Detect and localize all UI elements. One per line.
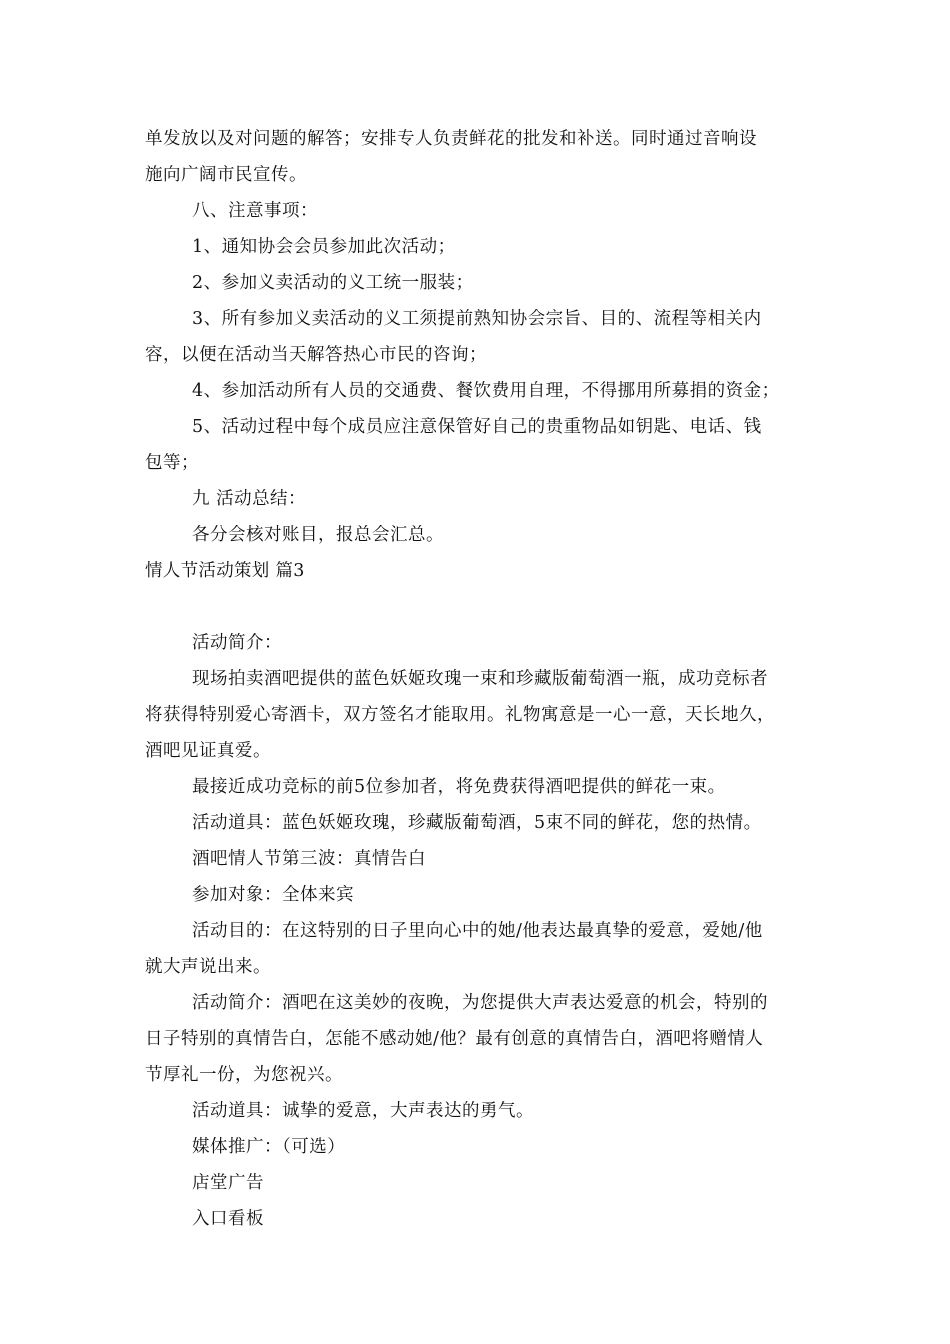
paragraph-line: 活动道具：蓝色妖姬玫瑰，珍藏版葡萄酒，5束不同的鲜花，您的热情。 [192, 813, 762, 833]
paragraph-line: 容，以便在活动当天解答热心市民的咨询； [145, 345, 487, 365]
paragraph-line: 1、通知协会会员参加此次活动； [192, 237, 456, 257]
paragraph-line: 将获得特别爱心寄酒卡，双方签名才能取用。礼物寓意是一心一意，天长地久， [145, 705, 775, 725]
paragraph-line: 店堂广告 [192, 1173, 264, 1193]
section-heading: 情人节活动策划 篇3 [145, 561, 305, 581]
paragraph-line: 包等； [145, 453, 199, 473]
paragraph-line: 酒吧情人节第三波：真情告白 [192, 849, 426, 869]
section-a [0, 121, 950, 553]
paragraph-line: 2、参加义卖活动的义工统一服装； [192, 273, 474, 293]
paragraph-line: 5、活动过程中每个成员应注意保管好自己的贵重物品如钥匙、电话、钱 [192, 417, 762, 437]
section-b [0, 625, 950, 1237]
paragraph-line: 4、参加活动所有人员的交通费、餐饮费用自理，不得挪用所募捐的资金； [192, 381, 780, 401]
paragraph-line: 八、注意事项： [192, 201, 318, 221]
paragraph-line: 媒体推广：（可选） [192, 1137, 346, 1157]
paragraph-line: 就大声说出来。 [145, 957, 271, 977]
paragraph-line: 日子特别的真情告白，怎能不感动她/他？最有创意的真情告白，酒吧将赠情人 [145, 1029, 764, 1049]
paragraph-line: 各分会核对账目，报总会汇总。 [192, 525, 444, 545]
paragraph-line: 3、所有参加义卖活动的义工须提前熟知协会宗旨、目的、流程等相关内 [192, 309, 762, 329]
paragraph-line: 活动目的：在这特别的日子里向心中的她/他表达最真挚的爱意，爱她/他 [192, 921, 763, 941]
paragraph-line: 酒吧见证真爱。 [145, 741, 271, 761]
paragraph-line: 单发放以及对问题的解答；安排专人负责鲜花的批发和补送。同时通过音响设 [145, 129, 757, 149]
paragraph-line: 最接近成功竞标的前5位参加者，将免费获得酒吧提供的鲜花一束。 [192, 777, 726, 797]
paragraph-line: 施向广阔市民宣传。 [145, 165, 307, 185]
paragraph-line: 活动道具：诚挚的爱意，大声表达的勇气。 [192, 1101, 534, 1121]
section-gap [0, 589, 950, 625]
paragraph-line: 入口看板 [192, 1209, 264, 1229]
paragraph-line: 活动简介：酒吧在这美妙的夜晚，为您提供大声表达爱意的机会，特别的 [192, 993, 768, 1013]
paragraph-line: 节厚礼一份，为您祝兴。 [145, 1065, 343, 1085]
paragraph-line: 九 活动总结： [192, 489, 307, 509]
paragraph-line: 现场拍卖酒吧提供的蓝色妖姬玫瑰一束和珍藏版葡萄酒一瓶，成功竞标者 [192, 669, 768, 689]
paragraph-line: 活动简介： [192, 633, 282, 653]
paragraph-line: 参加对象：全体来宾 [192, 885, 354, 905]
